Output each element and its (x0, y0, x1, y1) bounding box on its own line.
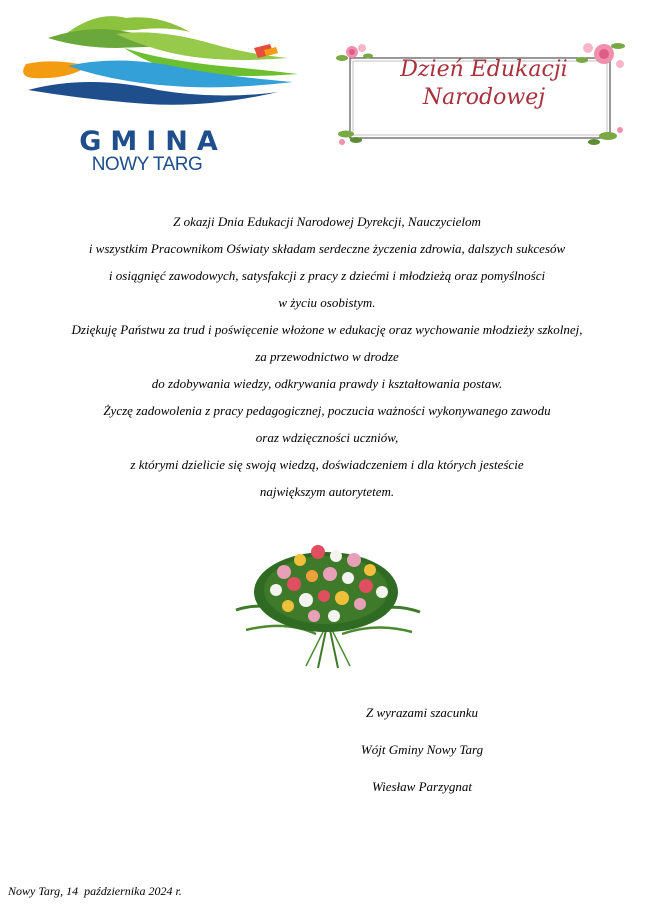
card-title (384, 56, 584, 112)
greeting-line: za przewodnictwo w drodze (255, 349, 399, 364)
greeting-line: i wszystkim Pracownikom Oświaty składam serdeczne życzenia zdrowia, dalszych sukcesów (88, 241, 566, 256)
date-line: Nowy Targ, 14 października 2024 r. (8, 884, 182, 898)
mountain-logo-icon (8, 4, 308, 124)
flower-bouquet-icon (226, 530, 430, 670)
greeting-text (0, 208, 654, 505)
greeting-line: i osiągnięć zawodowych, satysfakcji z pracy z dziećmi i młodzieżą oraz pomyślności (108, 268, 546, 283)
greeting-line: Życzę zadowolenia z pracy pedagogicznej, poczucia ważności wykonywanego zawodu (103, 403, 551, 418)
signature-title: Wójt Gminy Nowy Targ (360, 742, 484, 757)
greeting-line: do zdobywania wiedzy, odkrywania prawdy i kształtowania postaw. (151, 376, 503, 391)
card-title-line2: Narodowej (422, 85, 546, 110)
holiday-card (332, 38, 630, 148)
greeting-line: największym autorytetem. (259, 484, 395, 499)
gmina-logo (8, 4, 308, 176)
greeting-line: Dziękuję Państwu za trud i poświęcenie włożone w edukację oraz wychowanie młodzieży szkolnej, (71, 322, 583, 337)
greeting-line: w życiu osobistym. (278, 295, 376, 310)
greeting-line: z którymi dzielicie się swoją wiedzą, doświadczeniem i dla których jesteście (130, 457, 524, 472)
card-title-line1: Dzień Edukacji (400, 57, 568, 82)
signature-block (322, 700, 522, 811)
logo-wordmark: GMINA (79, 126, 227, 157)
signature-closing: Z wyrazami szacunku (366, 705, 478, 720)
greeting-line: oraz wdzięczności uczniów, (255, 430, 399, 445)
greeting-line: Z okazji Dnia Edukacji Narodowej Dyrekcji, Nauczycielom (173, 214, 481, 229)
logo-town: NOWY TARG (91, 154, 203, 175)
signature-name: Wiesław Parzygnat (371, 779, 473, 794)
